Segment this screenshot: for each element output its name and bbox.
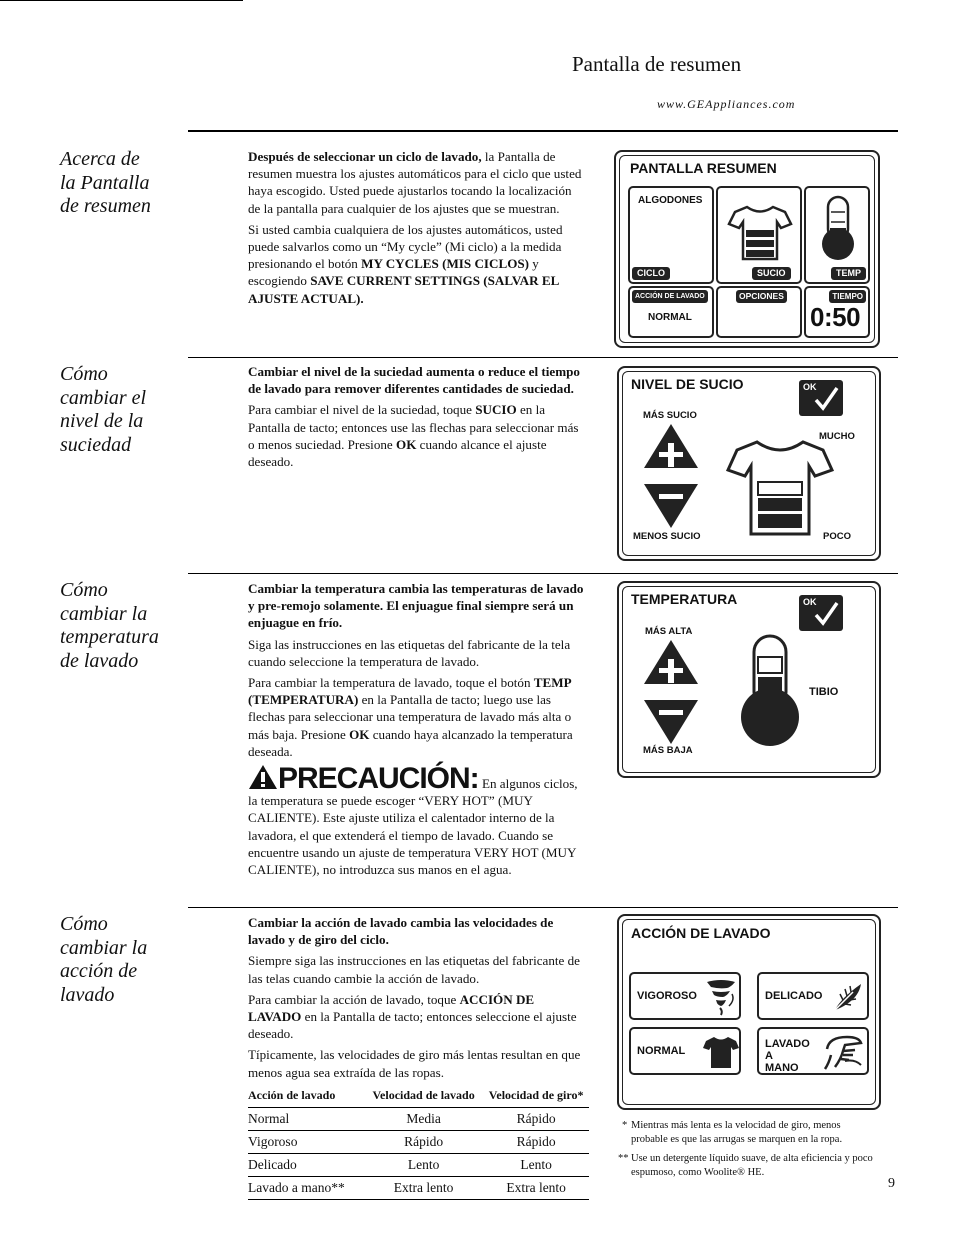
time-display: 0:50 (810, 302, 861, 332)
vigoroso-button[interactable]: VIGOROSO (629, 972, 741, 1020)
section-text-summary: Después de seleccionar un ciclo de lavado, la Pantalla de resumen muestra los ajustes automáticos para el ciclo que usted haya escogido. Usted puede ajustarlos tocando la localización de la pantalla para cualquier de los ajustes que se muestran. Si usted cambia cualquiera de los ajustes automáticos, usted puede salvarlos como un “My cycle” (Mi ciclo) a la medida presionando el botón MY CYCLES (MIS CICLOS) y escogiendo SAVE CURRENT SETTINGS (SALVAR EL AJUSTE ACTUAL). (248, 149, 582, 306)
hand-wash-icon (821, 1033, 863, 1071)
shirt-icon (725, 438, 835, 538)
page-header-title: Pantalla de resumen (572, 52, 742, 76)
section-rule (188, 357, 898, 358)
plus-arrow-button[interactable] (644, 640, 698, 684)
minus-arrow-button[interactable] (644, 484, 698, 528)
table-row: Normal Media Rápido (248, 1108, 589, 1131)
soil-tile[interactable]: SUCIO (716, 186, 802, 284)
section-rule (188, 130, 898, 132)
feather-icon (831, 980, 865, 1014)
wash-action-panel: ACCIÓN DE LAVADO VIGOROSO DELICADO NORMAL LAVADO A MANO (617, 914, 881, 1110)
lavado-a-mano-button[interactable]: LAVADO A MANO (757, 1027, 869, 1075)
section-heading-summary: Acerca de la Pantalla de resumen (60, 148, 151, 217)
checkmark-icon (813, 601, 839, 627)
shirt-icon (727, 204, 793, 262)
thermometer-icon (737, 633, 803, 749)
section-heading-temperature: Cómo cambiar la temperatura de lavado (60, 579, 159, 672)
table-row: Vigoroso Rápido Rápido (248, 1131, 589, 1154)
warning-icon (248, 764, 278, 790)
wash-action-tile[interactable]: ACCIÓN DE LAVADO NORMAL (628, 286, 714, 338)
header-url: www.GEAppliances.com (657, 97, 796, 111)
section-text-temperature: Cambiar la temperatura cambia las temperaturas de lavado y pre-remojo solamente. El enjuague final siempre será un enjuague en frío. Siga las instrucciones en las etiquetas del fabricante de la tela cuando seleccione la temperatura de lavado. Para cambiar la temperatura de lavado, toque el botón TEMP (TEMPERATURA) en la Pantalla de tacto; luego use las flechas para seleccionar una temperatura de lavado más alta o más baja. Presione OK cuando haya alcanzado la temperatura deseada. PRECAUCIÓN: En algunos ciclos, la temperatura se puede escoger “VERY HOT” (MUY CALIENTE). Este ajuste utiliza el calentador interno de la lavadora, el que extenderá el tiempo de lavado. Cuando se encuentre usando un ajuste de temperatura VERY HOT (MUY CALIENTE), no introduzca sus manos en el agua. (248, 581, 584, 878)
cycle-tile[interactable]: ALGODONES CICLO (628, 186, 714, 284)
temperature-panel: TEMPERATURA OK MÁS ALTA MÁS BAJA TIBIO (617, 581, 881, 778)
shirt-icon (703, 1035, 739, 1069)
summary-screen-panel (614, 150, 880, 348)
footnote-1: * Mientras más lenta es la velocidad de giro, menos probable es que las arrugas se marquen en la ropa. (622, 1120, 843, 1145)
footnote-2: ** Use un detergente líquido suave, de alta eficiencia y poco espumoso, como Woolite® HE. (618, 1153, 873, 1178)
ok-button[interactable]: OK (799, 380, 843, 416)
checkmark-icon (813, 386, 839, 412)
table-row: Delicado Lento Lento (248, 1154, 589, 1177)
plus-arrow-button[interactable] (644, 424, 698, 468)
caution-label: PRECAUCIÓN: (278, 762, 479, 796)
panel-title: PANTALLA RESUMEN (630, 160, 777, 176)
section-text-soil: Cambiar el nivel de la suciedad aumenta o reduce el tiempo de lavado para remover diferentes cantidades de suciedad. Para cambiar el nivel de la suciedad, toque SUCIO en la Pantalla de tacto; entonces use las flechas para seleccionar más o menos suciedad. Presione OK cuando alcance el ajuste deseado. (248, 364, 580, 470)
table-row: Lavado a mano** Extra lento Extra lento (248, 1177, 589, 1200)
soil-level-panel: NIVEL DE SUCIO OK MÁS SUCIO MENOS SUCIO MUCHO POCO (617, 366, 881, 561)
section-heading-soil: Cómo cambiar el nivel de la suciedad (60, 363, 147, 456)
section-rule (188, 907, 898, 908)
options-tile[interactable]: OPCIONES (716, 286, 802, 338)
delicado-button[interactable]: DELICADO (757, 972, 869, 1020)
table-header-row: Acción de lavado Velocidad de lavado Velocidad de giro* (248, 1086, 589, 1108)
section-text-wash-action: Cambiar la acción de lavado cambia las velocidades de lavado y de giro del ciclo. Siempre siga las instrucciones en las etiquetas del fabricante de las telas cuando cambie la acción de lavado. Para cambiar la acción de lavado, toque ACCIÓN DE LAVADO en la Pantalla de tacto; entonces seleccione el ajuste deseado. Típicamente, las velocidades de giro más lentas resultan en que menos agua sea extraída de las ropas. (248, 915, 581, 1080)
page-number: 9 (888, 1176, 895, 1191)
temp-tile[interactable]: TEMP (804, 186, 870, 284)
tornado-icon (705, 978, 737, 1016)
normal-button[interactable]: NORMAL (629, 1027, 741, 1075)
section-heading-wash-action: Cómo cambiar la acción de lavado (60, 913, 148, 1006)
minus-arrow-button[interactable] (644, 700, 698, 744)
wash-action-table (248, 1086, 589, 1200)
ok-button[interactable]: OK (799, 595, 843, 631)
section-rule (188, 573, 898, 574)
header-rule (0, 0, 243, 1)
thermometer-icon (818, 194, 858, 262)
time-tile: TIEMPO 0:50 (804, 286, 870, 338)
